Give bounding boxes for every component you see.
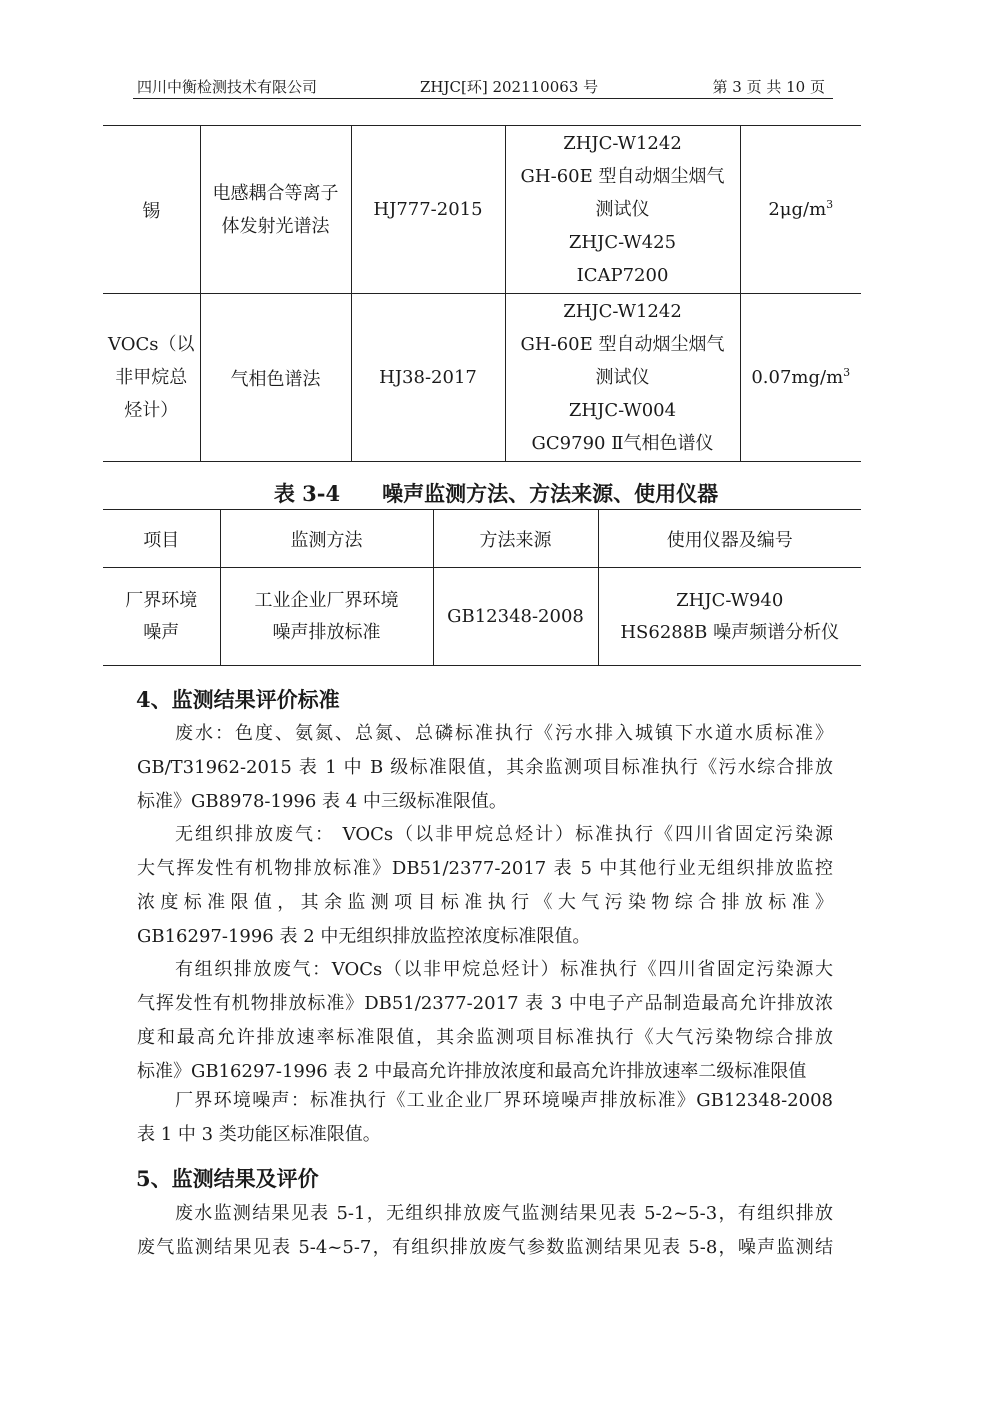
limit-unit-exponent: 3 bbox=[843, 366, 851, 379]
paragraph-line: 气挥发性有机物排放标准》DB51/2377-2017 表 3 中电子产品制造最高允许排放浓 bbox=[137, 993, 833, 1014]
page-header bbox=[133, 74, 833, 99]
instrument-line: GC9790 Ⅱ气相色谱仪 bbox=[531, 433, 714, 454]
wastewater-standard-paragraph bbox=[137, 717, 833, 819]
limit-cell bbox=[740, 294, 861, 462]
company-name: 四川中衡检测技术有限公司 bbox=[137, 78, 318, 96]
source-cell: GB12348-2008 bbox=[433, 568, 598, 666]
instrument-line: ZHJC-W1242 bbox=[563, 133, 682, 154]
paragraph-line: 无组织排放废气： VOCs（以非甲烷总烃计）标准执行《四川省固定污染源 bbox=[175, 824, 833, 845]
method-table-continued bbox=[103, 125, 861, 462]
column-header: 项目 bbox=[103, 510, 220, 568]
method-line: 体发射光谱法 bbox=[221, 215, 330, 237]
item-cell bbox=[103, 294, 200, 462]
instrument-cell bbox=[505, 126, 740, 294]
item-cell bbox=[103, 568, 220, 666]
results-overview-paragraph bbox=[137, 1197, 833, 1265]
method-cell bbox=[220, 568, 433, 666]
table-row bbox=[103, 126, 861, 294]
instrument-cell bbox=[598, 568, 861, 666]
noise-standard-paragraph bbox=[137, 1084, 833, 1152]
instrument-line: GH-60E 型自动烟尘烟气 bbox=[520, 334, 725, 355]
instrument-line: ZHJC-W425 bbox=[568, 232, 677, 253]
table-caption bbox=[0, 478, 992, 508]
paragraph-line: 标准》GB16297-1996 表 2 中最高允许排放浓度和最高允许排放速率二级标准限值 bbox=[137, 1061, 807, 1082]
column-header: 方法来源 bbox=[433, 510, 598, 568]
instrument-line: 测试仪 bbox=[595, 367, 650, 388]
item-line: 厂界环境 bbox=[125, 589, 198, 611]
report-number: ZHJC[环] 202110063 号 bbox=[420, 78, 599, 96]
organized-emission-standard-paragraph bbox=[137, 953, 833, 1089]
column-header: 使用仪器及编号 bbox=[598, 510, 861, 568]
paragraph-line: 有组织排放废气：VOCs（以非甲烷总烃计）标准执行《四川省固定污染源大 bbox=[175, 959, 833, 980]
limit-cell bbox=[740, 126, 861, 294]
method-line: 工业企业厂界环境 bbox=[254, 589, 399, 611]
method-cell bbox=[200, 126, 351, 294]
paragraph-line: 标准》GB8978-1996 表 4 中三级标准限值。 bbox=[137, 791, 507, 812]
limit-unit-exponent: 3 bbox=[826, 198, 834, 211]
paragraph-line: 度和最高允许排放速率标准限值，其余监测项目标准执行《大气污染物综合排放 bbox=[137, 1027, 833, 1048]
method-line: 电感耦合等离子 bbox=[212, 182, 339, 204]
instrument-line: 测试仪 bbox=[595, 199, 650, 220]
column-header: 监测方法 bbox=[220, 510, 433, 568]
limit-value: 0.07mg/m bbox=[751, 367, 844, 388]
instrument-line: ZHJC-W1242 bbox=[563, 301, 682, 322]
table-row bbox=[103, 294, 861, 462]
instrument-line: GH-60E 型自动烟尘烟气 bbox=[520, 166, 725, 187]
instrument-line: ZHJC-W940 bbox=[676, 589, 784, 611]
table-title: 噪声监测方法、方法来源、使用仪器 bbox=[382, 481, 719, 506]
page-number: 第 3 页 共 10 页 bbox=[712, 78, 825, 96]
item-line: 烃计） bbox=[124, 400, 179, 421]
table-header-row bbox=[103, 510, 861, 568]
paragraph-line: 厂界环境噪声：标准执行《工业企业厂界环境噪声排放标准》GB12348-2008 bbox=[175, 1090, 833, 1111]
item-line: 非甲烷总 bbox=[115, 367, 188, 388]
paragraph-line: 废气监测结果见表 5-4~5-7，有组织排放废气参数监测结果见表 5-8，噪声监测结 bbox=[137, 1237, 833, 1258]
table-row bbox=[103, 568, 861, 666]
limit-value: 2μg/m bbox=[768, 199, 827, 220]
source-cell: HJ777-2015 bbox=[351, 126, 505, 294]
paragraph-line: GB/T31962-2015 表 1 中 B 级标准限值，其余监测项目标准执行《污水综合排放 bbox=[137, 757, 833, 778]
item-line: 噪声 bbox=[143, 621, 180, 643]
method-line: 噪声排放标准 bbox=[272, 621, 381, 643]
item-line: VOCs（以 bbox=[108, 334, 195, 355]
instrument-line: HS6288B 噪声频谱分析仪 bbox=[620, 621, 840, 643]
noise-method-table bbox=[103, 509, 861, 666]
paragraph-line: 表 1 中 3 类功能区标准限值。 bbox=[137, 1124, 381, 1145]
method-cell: 气相色谱法 bbox=[200, 294, 351, 462]
source-cell: HJ38-2017 bbox=[351, 294, 505, 462]
paragraph-line: GB16297-1996 表 2 中无组织排放监控浓度标准限值。 bbox=[137, 926, 591, 947]
table-number: 表 3-4 bbox=[273, 481, 341, 506]
paragraph-line: 废水：色度、氨氮、总氮、总磷标准执行《污水排入城镇下水道水质标准》 bbox=[175, 723, 833, 744]
item-cell: 锡 bbox=[103, 126, 200, 294]
instrument-cell bbox=[505, 294, 740, 462]
paragraph-line: 浓度标准限值，其余监测项目标准执行《大气污染物综合排放标准》 bbox=[137, 892, 833, 913]
paragraph-line: 大气挥发性有机物排放标准》DB51/2377-2017 表 5 中其他行业无组织排放监控 bbox=[137, 858, 833, 879]
section-4-title: 4、监测结果评价标准 bbox=[136, 687, 340, 712]
section-5-title: 5、监测结果及评价 bbox=[136, 1166, 319, 1191]
fugitive-emission-standard-paragraph bbox=[137, 818, 833, 954]
paragraph-line: 废水监测结果见表 5-1，无组织排放废气监测结果见表 5-2~5-3，有组织排放 bbox=[175, 1203, 833, 1224]
instrument-line: ZHJC-W004 bbox=[568, 400, 677, 421]
instrument-line: ICAP7200 bbox=[576, 265, 669, 286]
